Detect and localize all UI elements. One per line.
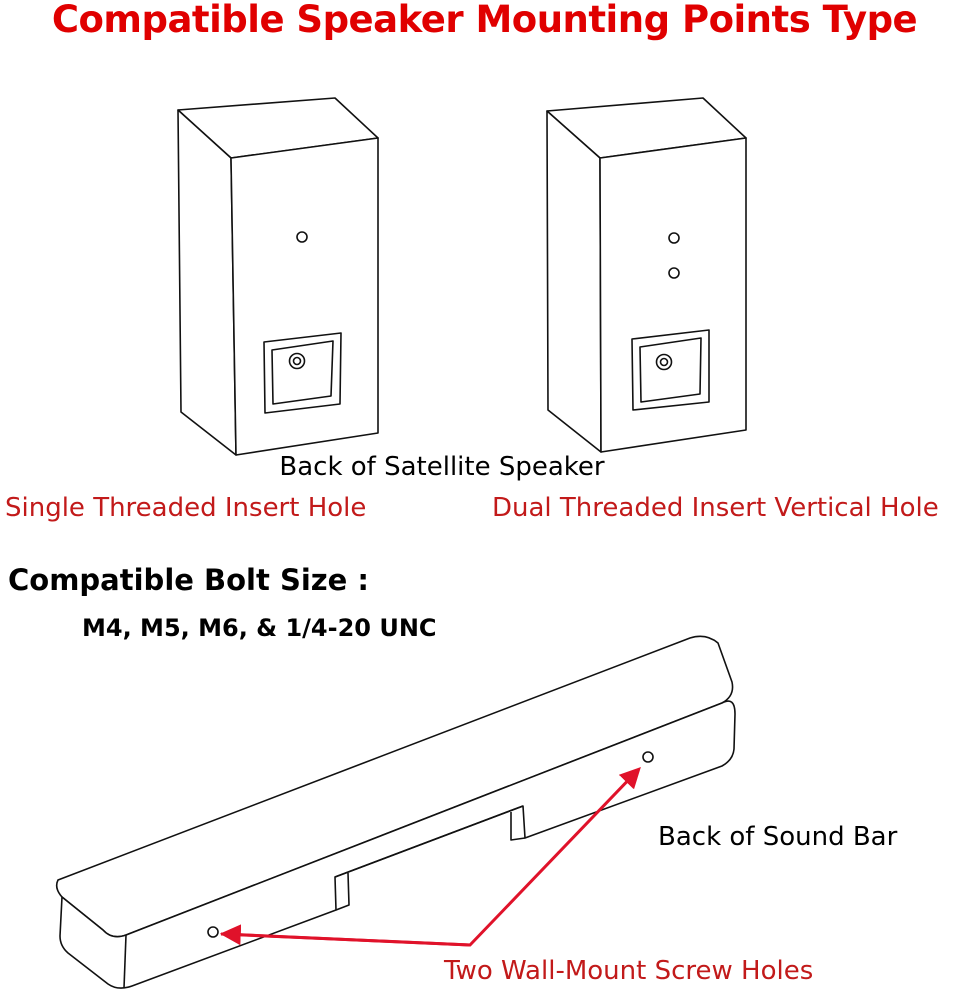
satellite-speaker-caption: Back of Satellite Speaker: [279, 452, 605, 482]
single-hole-label: Single Threaded Insert Hole: [5, 493, 367, 523]
page-title: Compatible Speaker Mounting Points Type: [51, 0, 918, 41]
soundbar-screw-hole-right-icon: [643, 752, 653, 762]
bolt-size-heading: Compatible Bolt Size :: [8, 563, 370, 597]
speaker-dual-side: [547, 111, 601, 452]
arrow-to-left-hole: [224, 934, 470, 945]
bolt-size-list: M4, M5, M6, & 1/4-20 UNC: [82, 614, 437, 642]
soundbar-caption: Back of Sound Bar: [658, 822, 898, 852]
speaker-single-drawing: [178, 98, 378, 455]
dual-hole-label: Dual Threaded Insert Vertical Hole: [492, 493, 939, 523]
soundbar-drawing: [57, 636, 735, 988]
speaker-single-side: [178, 110, 236, 455]
soundbar-screw-hole-left-icon: [208, 927, 218, 937]
speaker-dual-hole-1-icon: [669, 233, 679, 243]
screw-holes-label: Two Wall-Mount Screw Holes: [444, 956, 814, 986]
speaker-dual-drawing: [547, 98, 746, 452]
speaker-dual-hole-2-icon: [669, 268, 679, 278]
speaker-single-hole-icon: [297, 232, 307, 242]
